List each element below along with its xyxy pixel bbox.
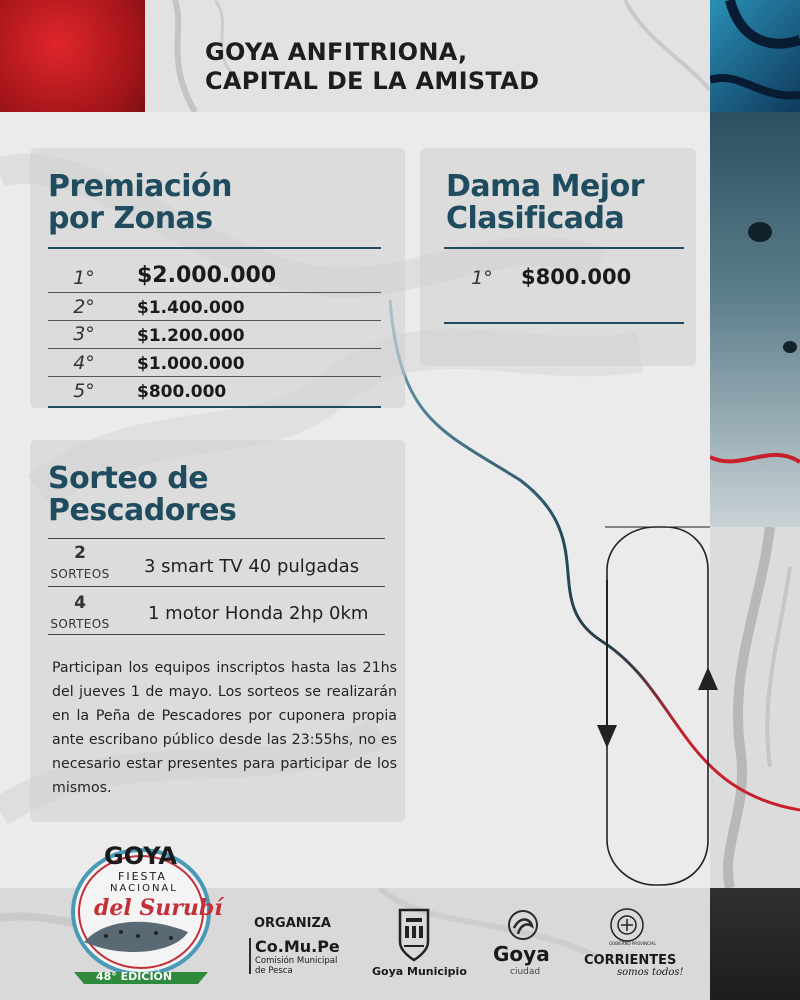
sorteo-top-rule [48, 538, 385, 539]
municipio-crest-icon [394, 906, 434, 962]
corrientes-seal-text: GOBIERNO PROVINCIAL [609, 941, 657, 946]
dama-place-1: 1° [471, 267, 493, 289]
premiacion-title [48, 169, 232, 236]
sorteo-count-1-number: 2 [74, 543, 86, 563]
event-logo-line2: NACIONAL [110, 883, 178, 894]
corrientes-motto: somos todos! [617, 967, 684, 978]
premiacion-amount-2: $1.400.000 [137, 298, 245, 318]
premiacion-place-2: 2° [73, 296, 95, 318]
corrientes-seal [609, 907, 657, 947]
premiacion-divider-3 [48, 348, 381, 349]
comupe-divider [249, 938, 251, 974]
dama-title [446, 169, 644, 236]
corrientes-name: CORRIENTES [584, 953, 677, 968]
page-title [205, 38, 685, 96]
premiacion-divider-2 [48, 320, 381, 321]
event-logo-line1: FIESTA [118, 870, 167, 883]
municipio-label: Goya Municipio [372, 965, 467, 978]
page-title-line2: CAPITAL DE LA AMISTAD [205, 66, 540, 95]
event-logo-line3: del Surubí [94, 895, 223, 921]
comupe-name: Co.Mu.Pe [255, 937, 340, 956]
premiacion-amount-4: $1.000.000 [137, 354, 245, 374]
organiza-label: ORGANIZA [254, 916, 331, 931]
dama-title-line1: Dama Mejor [446, 169, 644, 204]
premiacion-title-line1: Premiación [48, 169, 232, 204]
premiacion-title-line2: por Zonas [48, 201, 213, 236]
sorteo-count-2-number: 4 [74, 593, 86, 613]
premiacion-amount-1: $2.000.000 [137, 263, 277, 288]
sorteo-count-2-unit: SORTEOS [50, 617, 110, 631]
sorteo-divider-2 [48, 634, 385, 635]
premiacion-place-5: 5° [73, 380, 95, 402]
dama-bottom-rule [444, 322, 684, 324]
premiacion-amount-5: $800.000 [137, 382, 227, 402]
goya-ciudad-name: Goya [493, 942, 550, 966]
premiacion-divider-4 [48, 376, 381, 377]
premiacion-place-1: 1° [73, 267, 95, 289]
dama-title-line2: Clasificada [446, 201, 625, 236]
premiacion-divider-1 [48, 292, 381, 293]
dama-amount-1: $800.000 [521, 265, 632, 289]
sorteo-title-line1: Sorteo de [48, 461, 209, 496]
premiacion-amount-3: $1.200.000 [137, 326, 245, 346]
sorteo-count-1 [40, 545, 120, 580]
dama-top-rule [444, 247, 684, 249]
sorteo-description: Participan los equipos inscriptos hasta las 21hs del jueves 1 de mayo. Los sorteos se realizarán en la Peña de Pescadores por cuponera propia ante escribano público desde las 23:55hs, no es necesario estar presentes para participar de los mismos. [52, 660, 397, 796]
premiacion-place-3: 3° [73, 323, 95, 345]
event-logo [66, 832, 223, 987]
comupe-subtitle: Comisión Municipal de Pesca [255, 956, 338, 976]
premiacion-bottom-rule [48, 406, 381, 408]
event-logo-city: GOYA [104, 842, 177, 870]
goya-ciudad-swirl-icon [506, 908, 540, 942]
goya-ciudad-sub: ciudad [510, 967, 541, 977]
sorteo-divider-1 [48, 586, 385, 587]
sorteo-count-1-unit: SORTEOS [50, 567, 110, 581]
sorteo-count-2 [40, 595, 120, 630]
sorteo-title-line2: Pescadores [48, 493, 237, 528]
premiacion-place-4: 4° [73, 352, 95, 374]
premiacion-top-rule [48, 247, 381, 249]
sorteo-prize-1: 3 smart TV 40 pulgadas [144, 556, 360, 577]
footer-dark-tile [710, 888, 800, 1000]
sorteo-prize-2: 1 motor Honda 2hp 0km [148, 603, 369, 624]
event-logo-edition: 48° EDICIÓN [96, 970, 173, 983]
page-title-line1: GOYA ANFITRIONA, [205, 38, 468, 66]
sorteo-title [48, 461, 237, 528]
